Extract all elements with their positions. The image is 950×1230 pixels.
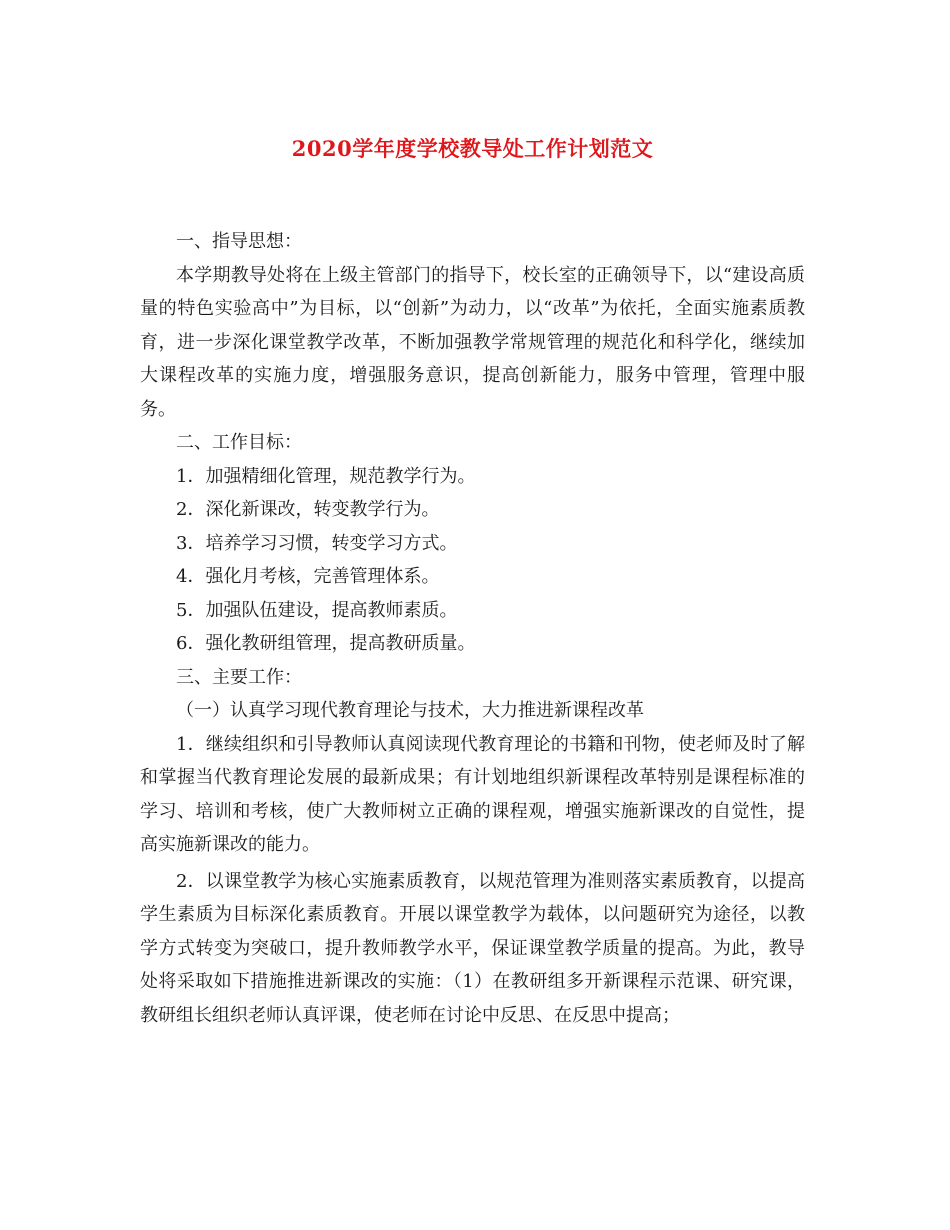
paragraph: 1．继续组织和引导教师认真阅读现代教育理论的书籍和刊物，使老师及时了解和掌握当代教育理论发展的最新成果；有计划地组织新课程改革特别是课程标准的学习、培训和考核，使广大教师树立正确的课程观，增强实施新课改的自觉性，提高实施新课改的能力。 [140,733,805,855]
list-item: 3．培养学习习惯，转变学习方式。 [176,532,458,554]
list-item: 5．加强队伍建设，提高教师素质。 [176,599,458,621]
paragraph: 本学期教导处将在上级主管部门的指导下，校长室的正确领导下，以“建设高质量的特色实验高中”为目标，以“创新”为动力，以“改革”为依托，全面实施素质教育，进一步深化课堂教学改革，不断加强教学常规管理的规范化和科学化，继续加大课程改革的实施力度，增强服务意识，提高创新能力，服务中管理，管理中服务。 [140,264,805,420]
document-body [140,225,805,1032]
list-item: 6．强化教研组管理，提高教研质量。 [176,633,476,654]
list-item: 1．加强精细化管理，规范教学行为。 [176,465,476,487]
paragraph: 三、主要工作： [176,666,302,688]
list-item: 2．深化新课改，转变教学行为。 [176,499,440,520]
paragraph: 二、工作目标： [176,432,302,453]
paragraph: 一、指导思想： [176,231,302,252]
list-item: 4．强化月考核，完善管理体系。 [176,566,440,587]
paragraph: 2．以课堂教学为核心实施素质教育，以规范管理为准则落实素质教育，以提高学生素质为目标深化素质教育。开展以课堂教学为载体，以问题研究为途径，以教学方式转变为突破口，提升教师教学水平，保证课堂教学质量的提高。为此，教导处将采取如下措施推进新课改的实施：（1）在教研组多开新课程示范课、研究课，教研组长组织老师认真评课，使老师在讨论中反思、在反思中提高； [140,870,805,1026]
document-title: 2020学年度学校教导处工作计划范文 [291,136,654,161]
paragraph: （一）认真学习现代教育理论与技术，大力推进新课程改革 [176,700,644,721]
